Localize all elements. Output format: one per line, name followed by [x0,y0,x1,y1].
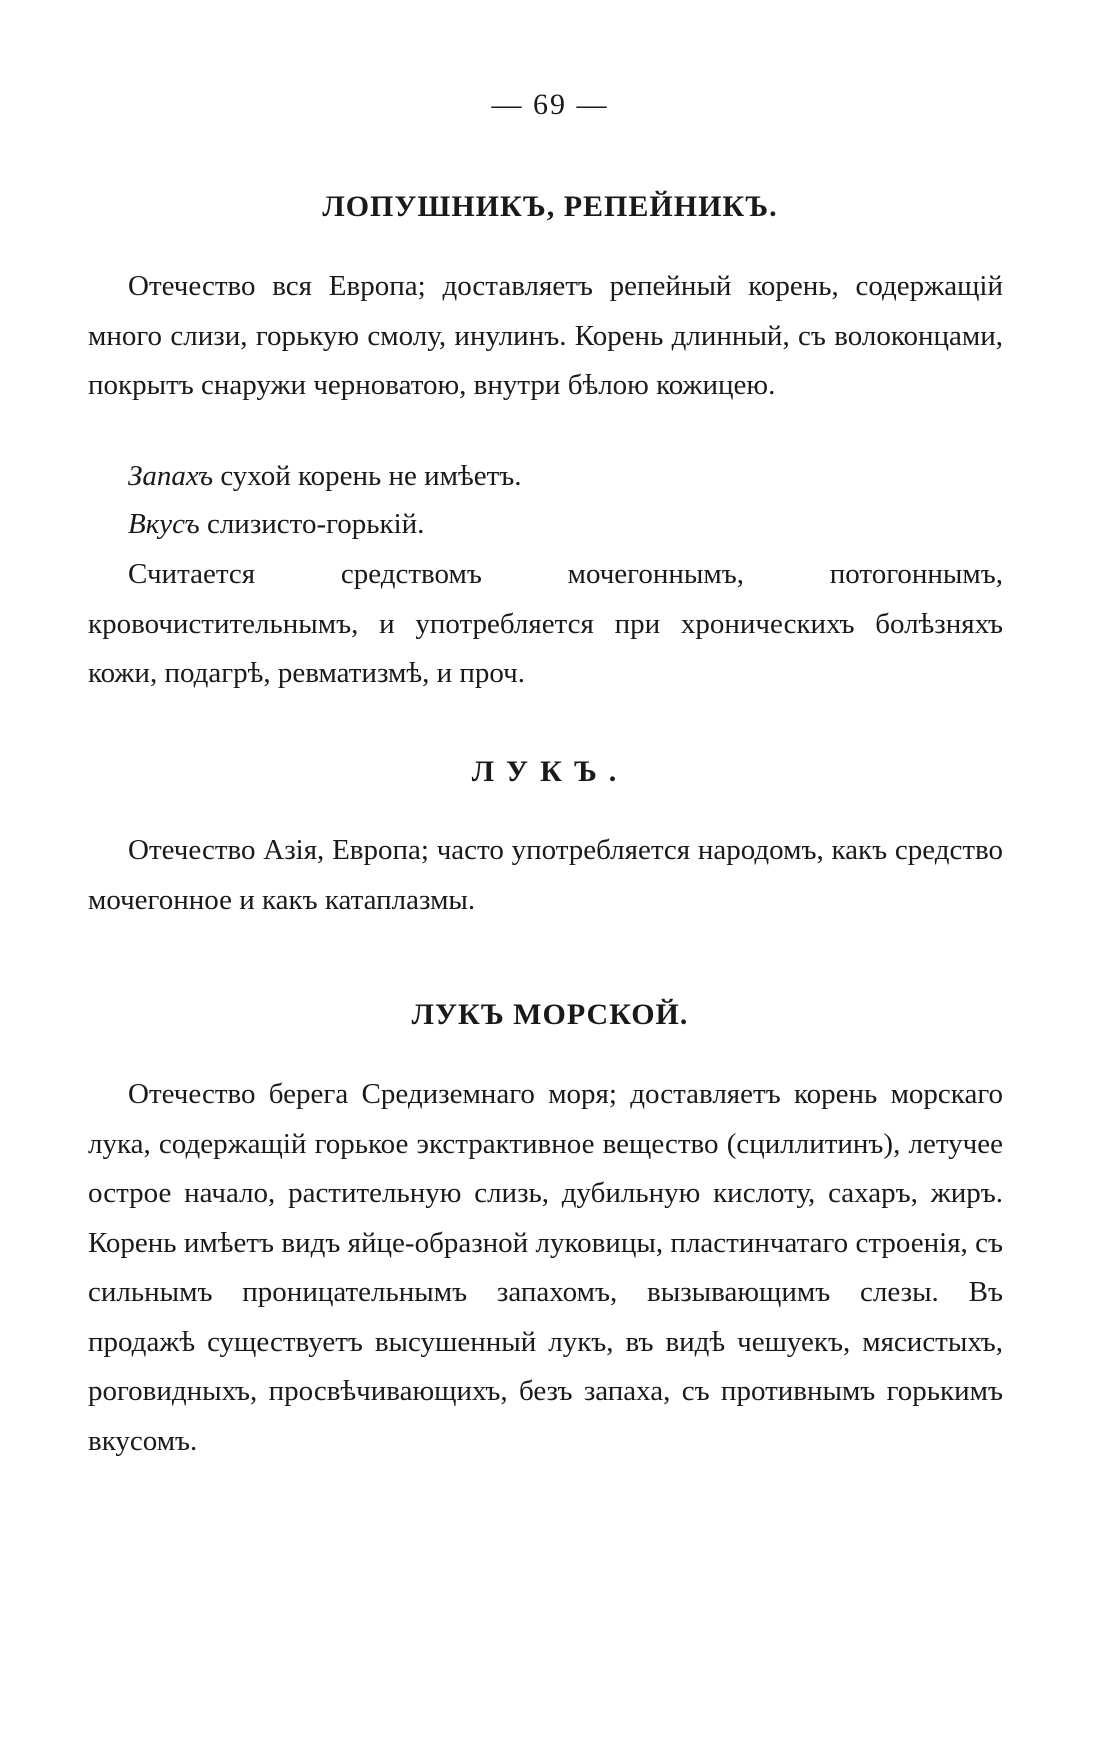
paragraph-lopushnik-smell [88,452,1003,502]
taste-text: слизисто-горькій. [206,508,425,540]
section-title-luk: ЛУКЪ. [471,755,629,788]
paragraph-luk-morskoy-origin: Отечество берега Средиземнаго моря; доставляетъ корень морскаго лука, содержащій горькое экстрактивное вещество (сциллитинъ), летучее острое начало, растительную слизь, дубильную кислоту, сахаръ, жиръ. Корень имѣетъ видъ яйце-образной луковицы, пластинчатаго строенія, съ сильнымъ проницательнымъ запахомъ, вызывающимъ слезы. Въ продажѣ существуетъ высушенный лукъ, въ видѣ чешуекъ, мясистыхъ, роговидныхъ, просвѣчивающихъ, безъ запаха, съ противнымъ горькимъ вкусомъ. [88,1078,1003,1457]
smell-text: сухой корень не имѣетъ. [220,460,522,492]
paragraph-lopushnik-use: Считается средствомъ мочегоннымъ, потогоннымъ, кровочистительнымъ, и употребляется при хроническихъ болѣзняхъ кожи, подагрѣ, ревматизмѣ, и проч. [88,558,1003,689]
section-title-luk-morskoy: ЛУКЪ МОРСКОЙ. [411,998,689,1031]
taste-label: Вкусъ [128,508,200,540]
paragraph-luk-origin: Отечество Азія, Европа; часто употребляется народомъ, какъ средство мочегонное и какъ катаплазмы. [88,834,1003,916]
section-title-lopushnik: ЛОПУШНИКЪ, РЕПЕЙНИКЪ. [322,190,778,223]
page-number: — 69 — [491,88,609,121]
smell-label: Запахъ [128,460,214,492]
paragraph-lopushnik-taste [88,500,1003,550]
paragraph-lopushnik-origin: Отечество вся Европа; доставляетъ репейный корень, содержащій много слизи, горькую смолу, инулинъ. Корень длинный, съ волоконцами, покрытъ снаружи черноватою, внутри бѣлою кожицею. [88,270,1003,401]
